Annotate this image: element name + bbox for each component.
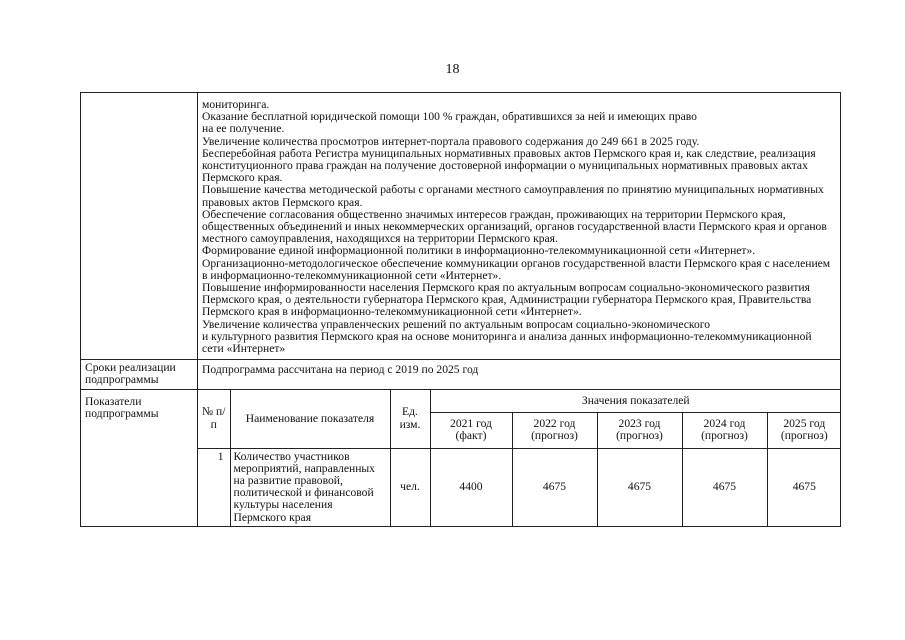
indicator-value: 4675 xyxy=(512,448,597,526)
name-header: Наименование показателя xyxy=(230,390,390,449)
indicators-table xyxy=(198,390,841,526)
indicator-value: 4675 xyxy=(682,448,767,526)
year-note: (прогноз) xyxy=(531,429,578,443)
terms-value: Подпрограмма рассчитана на период с 2019 по 2025 год xyxy=(198,360,841,389)
goal-line: Увеличение количества управленческих решений по актуальным вопросам социально-экономического и культурного развития Пермского края на основе мониторинга и анализа данных информационно-телекоммуникационной сети «Интернет» xyxy=(202,317,812,356)
terms-label: Сроки реализации подпрограммы xyxy=(81,360,198,389)
year-label: 2023 год xyxy=(618,416,661,430)
indicator-value: 4400 xyxy=(430,448,512,526)
year-label: 2024 год xyxy=(703,416,746,430)
values-group-header: Значения показателей xyxy=(430,390,841,413)
subprogram-passport-table xyxy=(80,92,841,527)
goal-line: Повышение качества методической работы с органами местного самоуправления по принятию муниципальных нормативных правовых актов Пермского края. xyxy=(202,183,824,209)
goal-line: Формирование единой информационной политики в информационно-телекоммуникационной сети «Интернет». xyxy=(202,244,756,258)
year-header xyxy=(682,412,767,448)
goal-line: Обеспечение согласования общественно значимых интересов граждан, проживающих на территории Пермского края, общественных объединений и иных некоммерческих организаций, органов государственной власти Пермского края и органов местного самоуправления, находящихся на территории Пермского края. xyxy=(202,207,827,246)
year-note: (прогноз) xyxy=(616,429,663,443)
page-number: 18 xyxy=(445,62,460,77)
year-label: 2022 год xyxy=(533,416,576,430)
goal-line: Организационно-методологическое обеспечение коммуникации органов государственной власти Пермского края с населением в информационно-телекоммуникационной сети «Интернет». xyxy=(202,256,831,282)
year-note: (прогноз) xyxy=(701,429,748,443)
goal-line: Увеличение количества просмотров интернет-портала правового содержания до 249 661 в 2025 году. xyxy=(202,134,700,148)
goal-line: Бесперебойная работа Регистра муниципальных нормативных правовых актов Пермского края и, как следствие, реализация конституционного права граждан на получение достоверной информации о муниципальных нормативных правовых актах Пермского края. xyxy=(202,146,816,185)
year-label: 2021 год xyxy=(450,416,492,430)
terms-row xyxy=(81,360,841,389)
year-label: 2025 год xyxy=(783,416,826,430)
indicators-row xyxy=(81,389,841,526)
goal-line: на ее получение. xyxy=(202,122,285,136)
goals-row xyxy=(81,93,841,360)
year-header xyxy=(597,412,682,448)
indicator-value: 4675 xyxy=(597,448,682,526)
goal-line: Оказание бесплатной юридической помощи 100 % граждан, обратившихся за ней и имеющих право xyxy=(202,110,697,124)
year-note: (прогноз) xyxy=(780,429,828,443)
goals-cell xyxy=(198,93,841,360)
goals-label-cell xyxy=(81,93,198,360)
year-header xyxy=(512,412,597,448)
goal-line: Повышение информированности населения Пермского края по актуальным вопросам социально-экономического развития Пермского края, о деятельности губернатора Пермского края, Администрации губернатора Пермского края, Правительства Пермского края в информационно-телекоммуникационной сети «Интернет». xyxy=(202,281,812,319)
year-header xyxy=(767,412,841,448)
indicator-value: 4675 xyxy=(767,448,841,526)
table-row xyxy=(198,448,841,526)
goal-line: мониторинга. xyxy=(202,98,270,111)
year-note: (факт) xyxy=(455,429,487,443)
indicators-cell xyxy=(198,389,841,526)
row-number: 1 xyxy=(198,448,230,526)
indicators-label: Показатели подпрограммы xyxy=(81,389,198,526)
num-header: № п/п xyxy=(198,390,230,449)
indicators-header-row xyxy=(198,390,841,413)
year-header xyxy=(430,412,512,448)
indicator-unit: чел. xyxy=(390,448,430,526)
unit-header: Ед. изм. xyxy=(390,390,430,449)
indicator-name: Количество участников мероприятий, направленных на развитие правовой, политической и финансовой культуры населения Пермского края xyxy=(230,448,390,526)
